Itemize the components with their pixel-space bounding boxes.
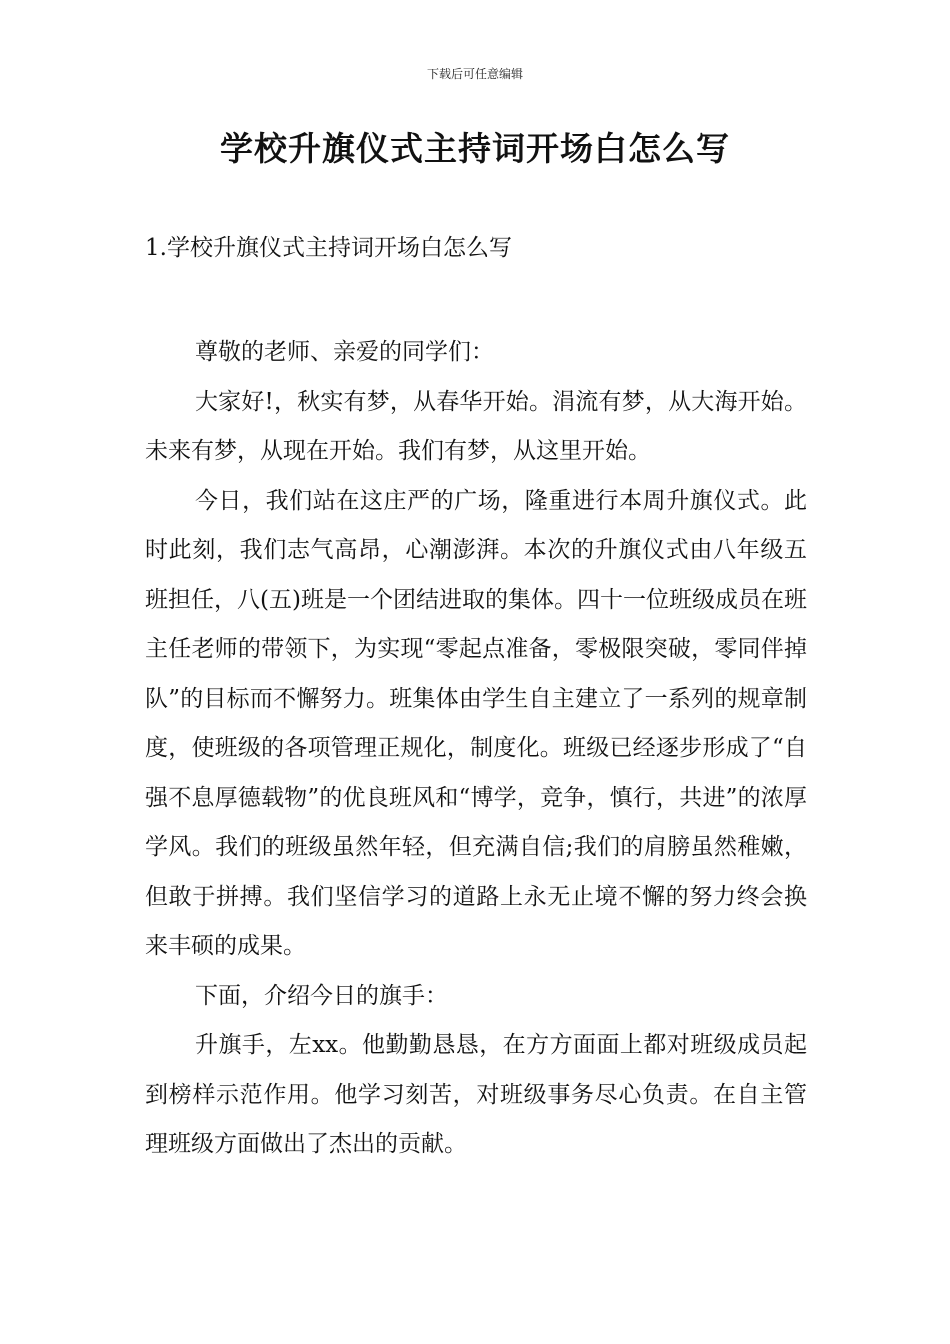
document-title: 学校升旗仪式主持词开场白怎么写	[220, 129, 730, 168]
paragraph-salutation: 尊敬的老师、亲爱的同学们：	[195, 339, 494, 365]
paragraph-class-intro: 今日，我们站在这庄严的广场，隆重进行本周升旗仪式。此时此刻，我们志气高昂，心潮澎湃。本次的升旗仪式由八年级五班担任，八(五)班是一个团结进取的集体。四十一位班级成员在班主任老师的带领下，为实现“零起点准备，零极限突破，零同伴掉队”的目标而不懈努力。班集体由学生自主建立了一系列的规章制度，使班级的各项管理正规化，制度化。班级已经逐步形成了“自强不息厚德载物”的优良班风和“博学，竞争，慎行，共进”的浓厚学风。我们的班级虽然年轻，但充满自信;我们的肩膀虽然稚嫩，但敢于拼搏。我们坚信学习的道路上永无止境不懈的努力终会换来丰硕的成果。	[145, 487, 807, 959]
document-body	[145, 328, 807, 1170]
paragraph-flag-bearer-intro: 下面，介绍今日的旗手：	[195, 982, 448, 1009]
paragraph-greeting: 大家好!，秋实有梦，从春华开始。涓流有梦，从大海开始。未来有梦，从现在开始。我们有梦，从这里开始。	[145, 388, 807, 464]
section-heading: 1.学校升旗仪式主持词开场白怎么写	[145, 235, 512, 261]
paragraph-flag-raiser: 升旗手，左xx。他勤勤恳恳，在方方面面上都对班级成员起到榜样示范作用。他学习刻苦，对班级事务尽心负责。在自主管理班级方面做出了杰出的贡献。	[145, 1032, 807, 1157]
header-note: 下载后可任意编辑	[426, 67, 523, 81]
